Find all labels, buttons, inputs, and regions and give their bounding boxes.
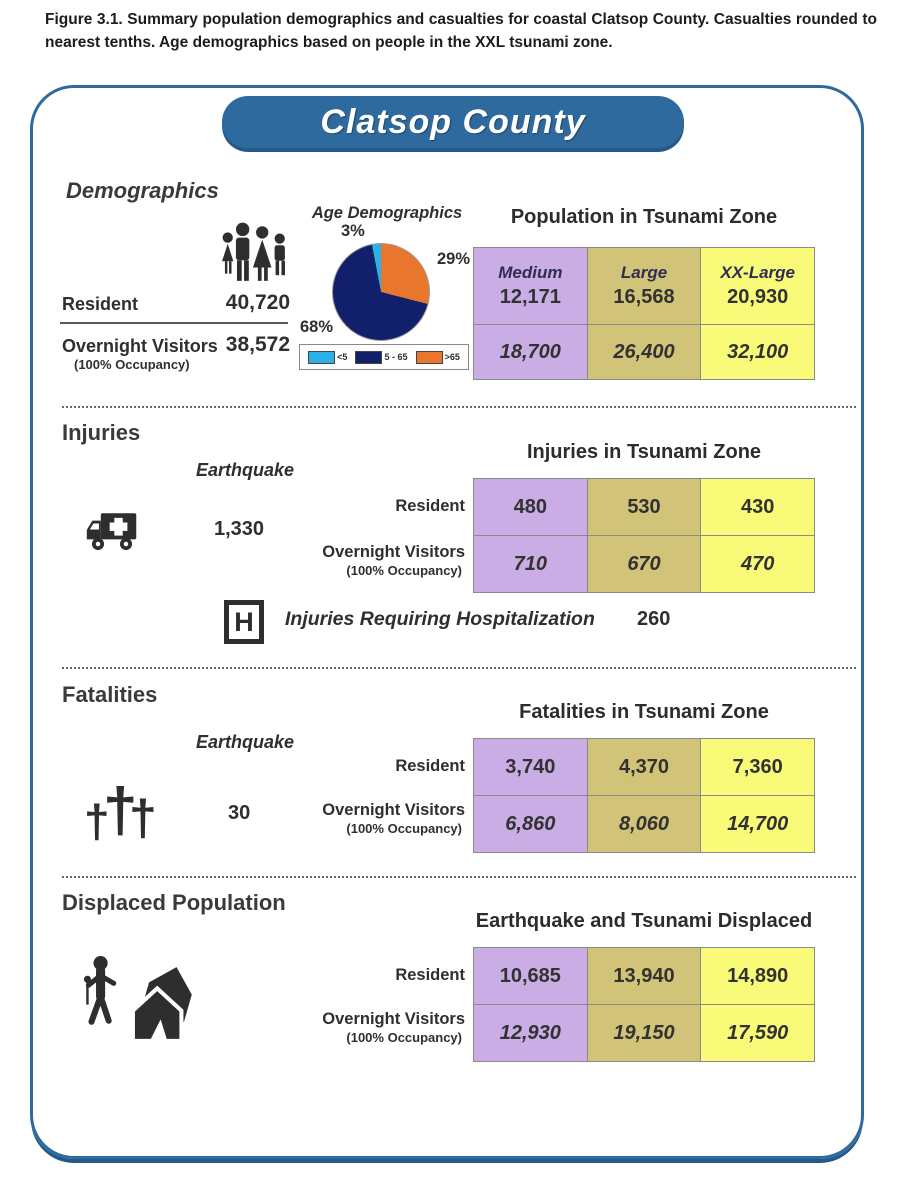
legend-swatch-over65 [416, 351, 443, 364]
displaced-heading: Displaced Population [62, 890, 286, 915]
table-cell: 12,930 [474, 1005, 587, 1061]
age-pie [332, 243, 430, 341]
table-cell: 14,700 [700, 796, 814, 852]
visitors-label: Overnight Visitors [62, 336, 218, 356]
table-cell: 26,400 [587, 325, 701, 379]
visitors-sublabel: (100% Occupancy) [74, 357, 190, 372]
legend-swatch-under5 [308, 351, 335, 364]
demographics-divider [60, 322, 288, 324]
injuries-table [473, 478, 815, 593]
family-icon [221, 222, 289, 282]
fatalities-visitors-label: Overnight Visitors [322, 801, 465, 819]
injuries-heading: Injuries [62, 420, 141, 445]
population-table [473, 247, 815, 380]
table-cell: 470 [700, 536, 814, 592]
injuries-earthquake-value: 1,330 [214, 518, 265, 540]
legend-item-under5: <5 [308, 351, 347, 364]
hospitalization-label: Injuries Requiring Hospitalization [285, 608, 595, 630]
legend-swatch-5to65 [355, 351, 382, 364]
section-divider [62, 876, 856, 878]
table-cell: 13,940 [587, 948, 701, 1004]
table-cell: XX-Large 20,930 [700, 248, 814, 324]
injuries-visitors-sublabel: (100% Occupancy) [346, 563, 462, 578]
resident-value: 40,720 [225, 291, 290, 314]
injuries-table-title: Injuries in Tsunami Zone [526, 441, 762, 463]
fatalities-visitors-sublabel: (100% Occupancy) [346, 821, 462, 836]
county-title-banner [222, 96, 684, 148]
injuries-visitors-label: Overnight Visitors [322, 543, 465, 561]
table-cell: 4,370 [587, 739, 701, 795]
crosses-icon: † † † [84, 776, 157, 847]
displaced-table-title: Earthquake and Tsunami Displaced [475, 910, 813, 932]
table-cell: 7,360 [700, 739, 814, 795]
hospital-icon: H [224, 600, 264, 644]
visitors-value: 38,572 [225, 333, 290, 356]
table-cell: 3,740 [474, 739, 587, 795]
fatalities-table [473, 738, 815, 853]
displaced-visitors-label: Overnight Visitors [322, 1010, 465, 1028]
legend-item-over65: >65 [416, 351, 460, 364]
resident-label: Resident [62, 294, 139, 314]
fatalities-heading: Fatalities [62, 682, 158, 707]
demographics-heading: Demographics [66, 178, 219, 203]
injuries-resident-label: Resident [395, 497, 465, 515]
injuries-earthquake-label: Earthquake [196, 460, 295, 480]
ambulance-icon [84, 506, 140, 554]
table-cell: 32,100 [700, 325, 814, 379]
population-table-title: Population in Tsunami Zone [510, 206, 778, 228]
hospitalization-value: 260 [637, 608, 671, 630]
displaced-resident-label: Resident [395, 966, 465, 984]
table-cell: 670 [587, 536, 701, 592]
section-divider [62, 406, 856, 408]
table-cell: 10,685 [474, 948, 587, 1004]
table-cell: 430 [700, 479, 814, 535]
fatalities-earthquake-value: 30 [228, 802, 251, 824]
figure-caption: Figure 3.1. Summary population demographics and casualties for coastal Clatsop County. Casualties rounded to nearest tenths. Age demographics based on people in the XXL tsunami zone. [45, 11, 877, 52]
table-cell: 19,150 [587, 1005, 701, 1061]
table-cell: 8,060 [587, 796, 701, 852]
table-cell: 710 [474, 536, 587, 592]
displaced-table [473, 947, 815, 1062]
pie-label-5to65: 68% [300, 318, 334, 336]
fatalities-resident-label: Resident [395, 757, 465, 775]
table-cell: Medium 12,171 [474, 248, 587, 324]
table-cell: 480 [474, 479, 587, 535]
table-cell: Large 16,568 [587, 248, 701, 324]
pie-label-over65: 29% [437, 250, 471, 268]
age-pie-legend [299, 344, 469, 370]
displaced-person-house-icon [80, 952, 202, 1048]
county-title: Clatsop County [320, 102, 586, 141]
table-cell: 17,590 [700, 1005, 814, 1061]
fatalities-table-title: Fatalities in Tsunami Zone [519, 701, 769, 723]
age-chart-title: Age Demographics [311, 204, 463, 222]
fatalities-earthquake-label: Earthquake [196, 732, 295, 752]
legend-item-5to65: 5 - 65 [355, 351, 407, 364]
section-divider [62, 667, 856, 669]
table-cell: 14,890 [700, 948, 814, 1004]
table-cell: 6,860 [474, 796, 587, 852]
displaced-visitors-sublabel: (100% Occupancy) [346, 1030, 462, 1045]
table-cell: 18,700 [474, 325, 587, 379]
table-cell: 530 [587, 479, 701, 535]
pie-label-under5: 3% [341, 222, 365, 240]
